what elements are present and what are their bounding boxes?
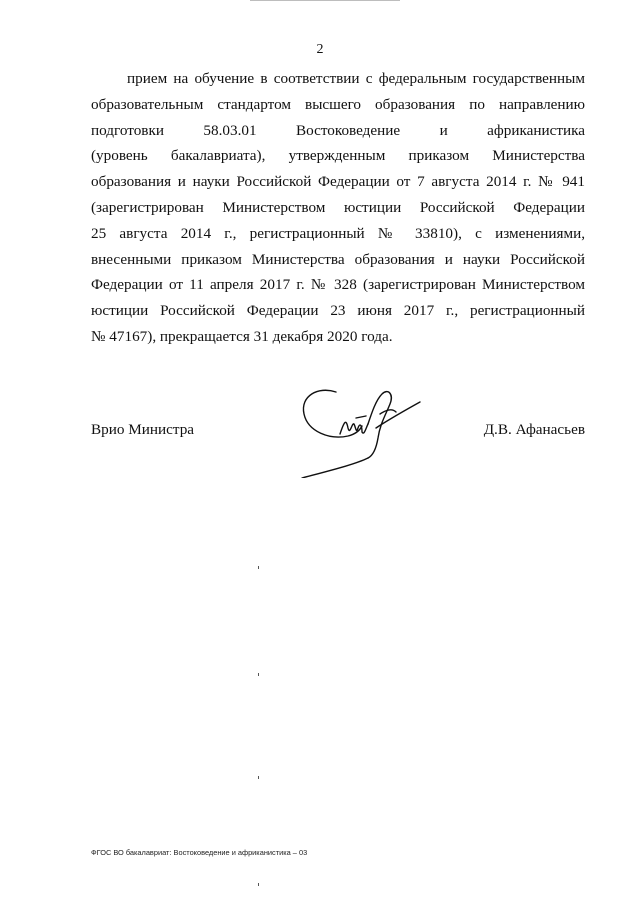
scan-artifact [258, 776, 259, 779]
body-line: образования и науки Российской Федерации от 7 августа 2014 г. № 941 [91, 173, 585, 191]
body-line: Федерации от 11 апреля 2017 г. № 328 (зарегистрирован Министерством [91, 276, 585, 294]
body-line: внесенными приказом Министерства образования и науки Российской [91, 250, 585, 268]
body-line: № 47167), прекращается 31 декабря 2020 года. [91, 327, 393, 345]
scan-artifact [258, 673, 259, 676]
body-line: юстиции Российской Федерации 23 июня 2017 г., регистрационный [91, 302, 585, 320]
signatory-position: Врио Министра [91, 421, 195, 438]
body-line: прием на обучение в соответствии с федеральным государственным [127, 70, 585, 87]
scan-artifact [258, 566, 259, 569]
body-line: (уровень бакалавриата), утвержденным приказом Министерства [91, 147, 585, 165]
scan-artifact [258, 883, 259, 886]
body-line: подготовки 58.03.01 Востоковедение и африканистика [91, 121, 585, 139]
page-number: 2 [316, 42, 324, 57]
scan-top-edge-line [250, 0, 400, 1]
body-line: образовательным стандартом высшего образования по направлению [91, 95, 585, 113]
body-line: (зарегистрирован Министерством юстиции Российской Федерации [91, 198, 585, 216]
signatory-name: Д.В. Афанасьев [483, 421, 585, 438]
body-paragraph [91, 66, 585, 350]
body-line: 25 августа 2014 г., регистрационный № 33810), с изменениями, [91, 224, 585, 242]
document-footer: ФГОС ВО бакалавриат: Востоковедение и африканистика – 03 [91, 848, 308, 857]
handwritten-signature [296, 378, 426, 478]
